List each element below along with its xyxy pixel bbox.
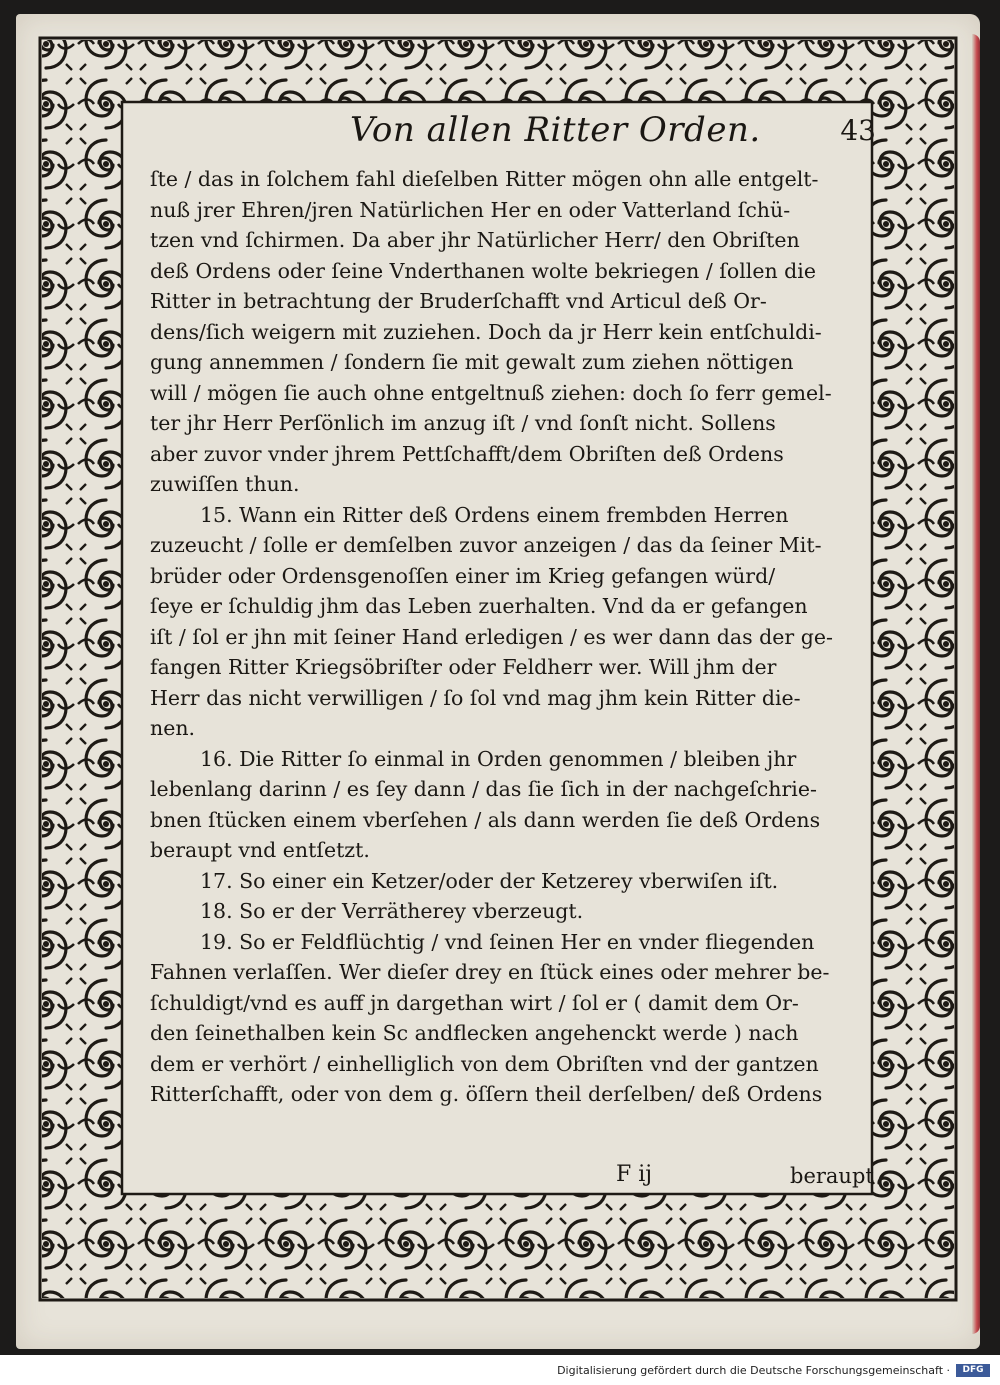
text-line: zuzeucht / ſolle er demſelben zuvor anzeigen / das da ſeiner Mit- bbox=[150, 533, 822, 557]
text-line: Ritterſchafft, oder von dem g. öſſern theil derſelben/ deß Ordens bbox=[150, 1082, 823, 1106]
text-line: dem er verhört / einhelliglich von dem Obriſten vnd der gantzen bbox=[150, 1051, 819, 1076]
catchword: beraupt bbox=[790, 1164, 874, 1188]
text-line: lebenlang darinn / es ſey dann / das ſie ſich in der nachgeſchrie- bbox=[150, 777, 817, 801]
dfg-logo: DFG bbox=[956, 1364, 990, 1377]
text-line: deß Ordens oder ſeine Vnderthanen wolte bekriegen / ſollen die bbox=[150, 258, 816, 283]
text-line: gung annemmen / ſondern ſie mit gewalt zum ziehen nöttigen bbox=[150, 350, 794, 374]
footer-bar bbox=[0, 1355, 1000, 1385]
text-line: ſte / das in ſolchem fahl dieſelben Ritter mögen ohn alle entgelt- bbox=[150, 167, 819, 191]
book-page bbox=[16, 14, 980, 1349]
text-line: zuwiſſen thun. bbox=[150, 472, 300, 496]
running-head bbox=[116, 110, 876, 160]
signature-mark: F ij bbox=[616, 1162, 653, 1187]
text-line: 18. So er der Verrätherey vberzeugt. bbox=[200, 899, 584, 923]
text-line: ſeye er ſchuldig jhm das Leben zuerhalten. Vnd da er gefangen bbox=[150, 594, 808, 618]
text-line: dens/ſich weigern mit zuziehen. Doch da jr Herr kein entſchuldi- bbox=[150, 319, 822, 344]
text-line: 19. So er Feldflüchtig / vnd ſeinen Her en vnder fliegenden bbox=[200, 929, 815, 954]
text-line: 15. Wann ein Ritter deß Ordens einem frembden Herren bbox=[200, 502, 789, 527]
text-line: aber zuvor vnder jhrem Pettſchafft/dem Obriſten deß Ordens bbox=[150, 441, 784, 466]
text-line: den ſeinethalben kein Sc andflecken angehenckt werde ) nach bbox=[150, 1021, 799, 1045]
text-line: brüder oder Ordensgenoſſen einer im Krieg gefangen würd/ bbox=[150, 563, 776, 588]
text-line: 16. Die Ritter ſo einmal in Orden genommen / bleiben jhr bbox=[200, 746, 797, 771]
text-line: beraupt vnd entſetzt. bbox=[150, 838, 370, 862]
page-number: 43 bbox=[840, 114, 876, 147]
text-line: will / mögen ſie auch ohne entgeltnuß ziehen: doch ſo ferr gemel- bbox=[150, 380, 832, 405]
text-line: nen. bbox=[150, 716, 196, 740]
text-line: 17. So einer ein Ketzer/oder der Ketzerey vberwiſen iſt. bbox=[200, 868, 779, 893]
page-title: Von allen Ritter Orden. bbox=[350, 110, 761, 150]
text-line: bnen ſtücken einem vberſehen / als dann werden ſie deß Ordens bbox=[150, 807, 821, 832]
body-text bbox=[150, 164, 860, 1110]
text-line: Fahnen verlaſſen. Wer dieſer drey en ſtück eines oder mehrer be- bbox=[150, 960, 830, 984]
text-line: tzen vnd ſchirmen. Da aber jhr Natürlicher Herr/ den Obriſten bbox=[150, 228, 800, 252]
text-line: ſchuldigt/vnd es auff jn dargethan wirt / ſol er ( damit dem Or- bbox=[150, 990, 799, 1015]
text-line: fangen Ritter Kriegsöbriſter oder Feldherr wer. Will jhm der bbox=[150, 655, 777, 679]
text-line: nuß jrer Ehren/jren Natürlichen Her en oder Vatterland ſchü- bbox=[150, 197, 791, 222]
text-line: iſt / ſol er jhn mit ſeiner Hand erledigen / es wer dann das der ge- bbox=[150, 624, 833, 649]
text-line: Ritter in betrachtung der Bruderſchafft vnd Articul deß Or- bbox=[150, 289, 767, 313]
text-line: Herr das nicht verwilligen / ſo ſol vnd mag jhm kein Ritter die- bbox=[150, 685, 801, 710]
text-line: ter jhr Herr Perſönlich im anzug iſt / vnd ſonſt nicht. Sollens bbox=[150, 411, 776, 435]
funding-credit: Digitalisierung gefördert durch die Deutsche Forschungsgemeinschaft · bbox=[557, 1364, 950, 1377]
